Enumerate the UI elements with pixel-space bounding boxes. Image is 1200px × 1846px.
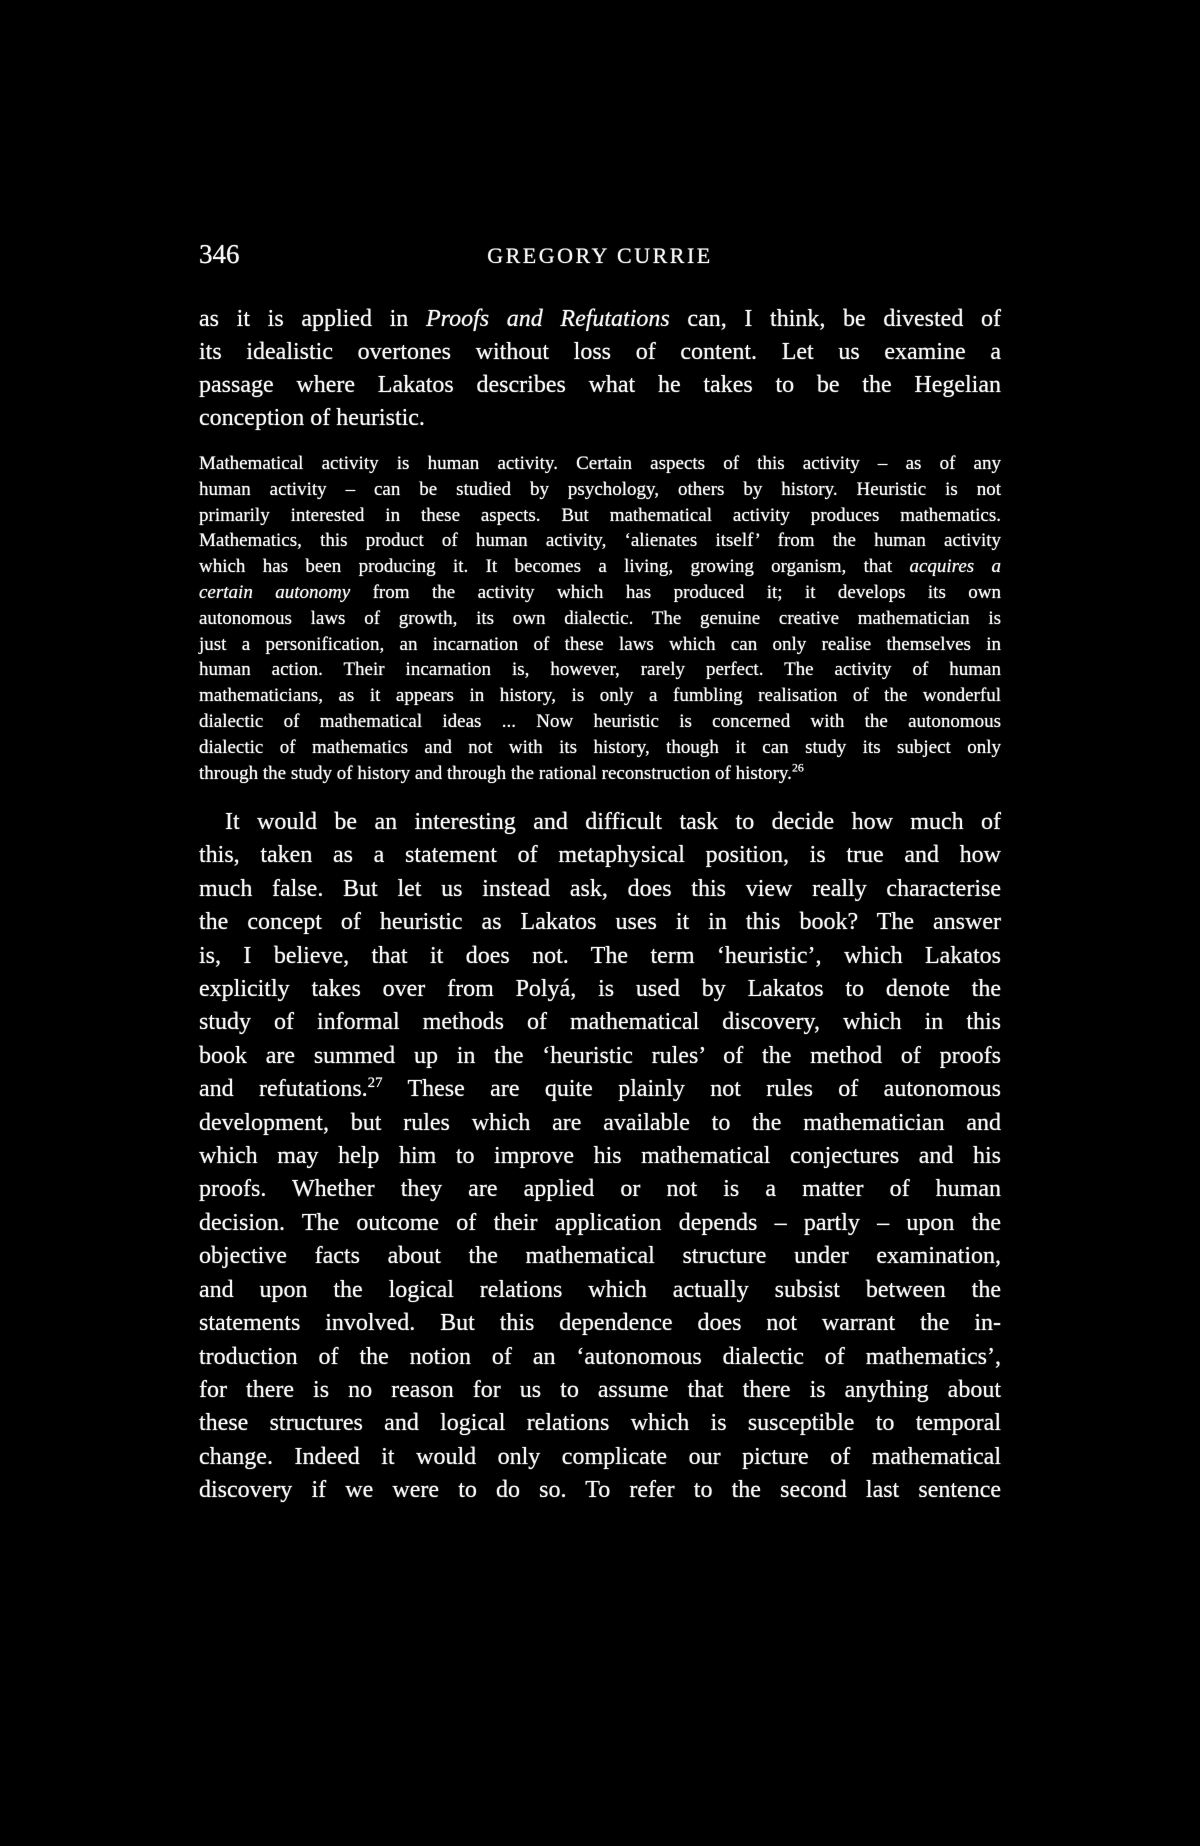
intro-paragraph — [199, 303, 1001, 435]
text-segment: decision. The outcome of their application depends – partly – upon the — [199, 1209, 1001, 1236]
text-line — [199, 873, 1001, 906]
page-header — [199, 240, 1001, 270]
text-segment: troduction of the notion of an ‘autonomous dialectic of mathematics’, — [199, 1343, 1001, 1370]
text-segment: passage where Lakatos describes what he takes to be the Hegelian — [199, 372, 1001, 398]
text-segment: is, I believe, that it does not. The term ‘heuristic’, which Lakatos — [199, 942, 1001, 969]
text-line — [199, 973, 1001, 1006]
text-segment: explicitly takes over from Polyá, is used by Lakatos to denote the — [199, 976, 1001, 1003]
text-line — [199, 1374, 1001, 1407]
text-segment: Mathematics, this product of human activity, ‘alienates itself’ from the human activity — [199, 530, 1001, 552]
text-line — [199, 1006, 1001, 1039]
text-segment: change. Indeed it would only complicate our picture of mathematical — [199, 1443, 1001, 1470]
text-line — [199, 1407, 1001, 1440]
text-segment: autonomous laws of growth, its own dialectic. The genuine creative mathematician is — [199, 607, 1001, 629]
text-segment: these structures and logical relations which is susceptible to temporal — [199, 1410, 1001, 1437]
text-segment: statements involved. But this dependence does not warrant the in- — [199, 1310, 1001, 1337]
text-line — [199, 1207, 1001, 1240]
text-segment: development, but rules which are available to the mathematician and — [199, 1109, 1001, 1136]
text-line — [199, 402, 1001, 435]
text-segment: Proofs and Refutations — [425, 306, 670, 332]
text-line — [199, 303, 1001, 336]
text-segment: and refutations. — [199, 1076, 368, 1103]
text-line — [199, 632, 1001, 658]
text-segment: its idealistic overtones without loss of content. Let us examine a — [199, 339, 1001, 365]
text-line — [199, 1073, 1001, 1106]
page-number: 346 — [199, 239, 240, 269]
text-line — [199, 1441, 1001, 1474]
text-segment: mathematicians, as it appears in history, is only a fumbling realisation of the wonderful — [199, 685, 1001, 707]
text-line — [199, 1341, 1001, 1374]
text-segment: dialectic of mathematical ideas ... Now heuristic is concerned with the autonomous — [199, 710, 1001, 732]
text-segment: for there is no reason for us to assume that there is anything about — [199, 1376, 1001, 1403]
text-segment: certain autonomy — [199, 581, 351, 603]
text-segment: discovery if we were to do so. To refer to the second last sentence — [199, 1477, 1001, 1504]
text-segment: the concept of heuristic as Lakatos uses it in this book? The answer — [199, 909, 1001, 936]
running-head: GREGORY CURRIE — [487, 243, 713, 268]
text-line — [199, 683, 1001, 709]
text-segment: proofs. Whether they are applied or not is a matter of human — [199, 1176, 1001, 1203]
text-line — [199, 806, 1001, 839]
text-segment: These are quite plainly not rules of autonomous — [382, 1076, 1001, 1103]
block-quote — [199, 451, 1001, 786]
text-segment: objective facts about the mathematical structure under examination, — [199, 1243, 1001, 1270]
text-segment: this, taken as a statement of metaphysical position, is true and how — [199, 842, 1001, 869]
text-segment: from the activity which has produced it; it develops its own — [350, 581, 1001, 603]
text-line — [199, 580, 1001, 606]
text-segment: just a personification, an incarnation of these laws which can only realise themselves in — [199, 633, 1001, 655]
text-segment: conception of heuristic. — [199, 405, 425, 431]
text-line — [199, 761, 1001, 787]
text-segment: and upon the logical relations which actually subsist between the — [199, 1276, 1001, 1303]
text-line — [199, 1307, 1001, 1340]
text-line — [199, 606, 1001, 632]
text-segment: book are summed up in the ‘heuristic rules’ of the method of proofs — [199, 1042, 1001, 1069]
text-line — [199, 1040, 1001, 1073]
text-line — [199, 554, 1001, 580]
text-line — [199, 657, 1001, 683]
text-segment: which has been producing it. It becomes a living, growing organism, that — [199, 556, 910, 578]
text-segment: through the study of history and through the rational reconstruction of history. — [199, 762, 792, 784]
text-segment: primarily interested in these aspects. But mathematical activity produces mathematics. — [199, 504, 1001, 526]
text-line — [199, 336, 1001, 369]
text-line — [199, 528, 1001, 554]
footnote-ref: 27 — [367, 1075, 383, 1092]
text-segment: acquires a — [909, 556, 1001, 578]
text-segment: can, I think, be divested of — [669, 306, 1001, 332]
text-line — [199, 1240, 1001, 1273]
text-line — [199, 906, 1001, 939]
text-line — [199, 503, 1001, 529]
text-segment: dialectic of mathematics and not with its history, though it can study its subject only — [199, 736, 1001, 758]
text-segment: It would be an interesting and difficult task to decide how much of — [225, 809, 1001, 835]
footnote-ref: 26 — [791, 761, 804, 775]
text-line — [199, 451, 1001, 477]
text-line — [199, 735, 1001, 761]
text-segment: which may help him to improve his mathematical conjectures and his — [199, 1143, 1001, 1170]
text-segment: human action. Their incarnation is, however, rarely perfect. The activity of human — [199, 659, 1001, 681]
body-paragraph — [199, 806, 1001, 1508]
text-segment: human activity – can be studied by psychology, others by history. Heuristic is not — [199, 478, 1001, 500]
text-line — [199, 940, 1001, 973]
text-segment: much false. But let us instead ask, does this view really characterise — [199, 875, 1001, 902]
text-segment: Mathematical activity is human activity. Certain aspects of this activity – as of any — [199, 453, 1001, 474]
text-segment: as it is applied in — [199, 306, 426, 332]
text-line — [199, 839, 1001, 872]
text-line — [199, 369, 1001, 402]
text-line — [199, 1173, 1001, 1206]
text-line — [199, 477, 1001, 503]
text-line — [199, 1274, 1001, 1307]
text-line — [199, 1474, 1001, 1507]
text-line — [199, 709, 1001, 735]
text-segment: study of informal methods of mathematical discovery, which in this — [199, 1009, 1001, 1036]
text-line — [199, 1107, 1001, 1140]
text-line — [199, 1140, 1001, 1173]
